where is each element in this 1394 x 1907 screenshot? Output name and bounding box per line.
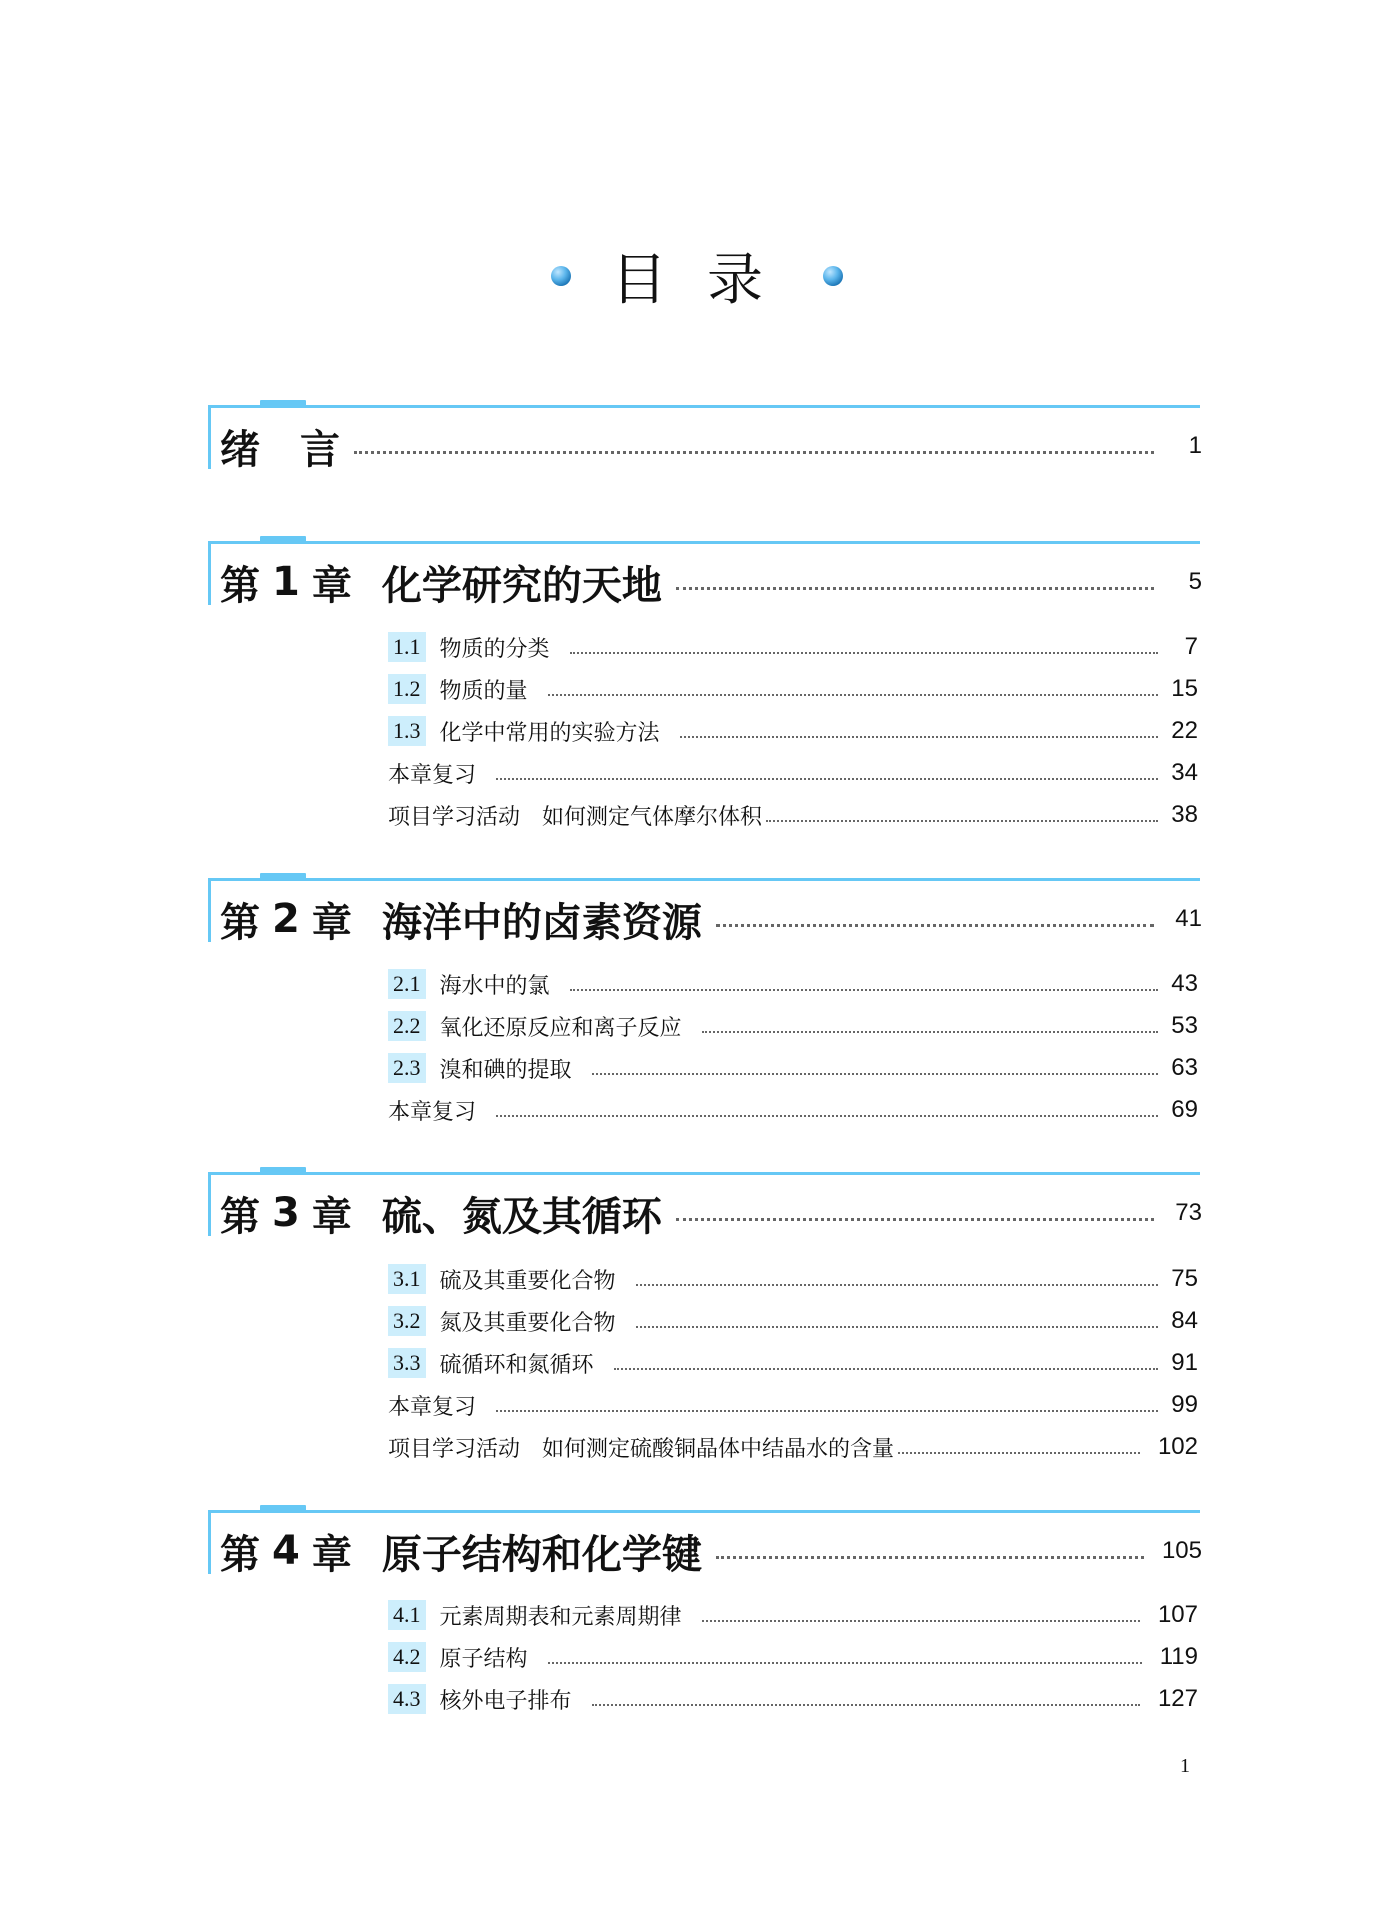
divider-tab [260, 536, 306, 543]
section-title: 本章复习 [388, 762, 477, 788]
page-number: 38 [1171, 801, 1198, 828]
section-number: 3.1 [388, 1264, 426, 1294]
blue-sphere-icon [823, 266, 843, 286]
divider [208, 541, 1200, 544]
toc-section[interactable] [388, 1051, 1198, 1085]
intro-label: 绪 言 [220, 426, 340, 473]
section-number: 1.2 [388, 674, 426, 704]
page-number: 127 [1157, 1685, 1198, 1712]
chapter-suffix: 章 [311, 1531, 352, 1578]
divider [208, 541, 211, 605]
divider [208, 1172, 1200, 1175]
toc-section[interactable] [388, 630, 1198, 664]
chapter-prefix: 第 [220, 562, 260, 609]
divider [208, 1510, 1200, 1513]
page-number: 102 [1157, 1433, 1198, 1460]
page-number: 73 [1175, 1199, 1202, 1226]
toc-section[interactable] [388, 1682, 1198, 1716]
dot-leader [592, 1704, 1140, 1706]
section-number: 1.1 [388, 632, 426, 662]
page-number: 119 [1159, 1643, 1198, 1670]
section-number: 4.3 [388, 1684, 426, 1714]
toc-section[interactable] [388, 1304, 1198, 1338]
toc-section[interactable] [388, 1598, 1198, 1632]
section-title: 物质的量 [439, 678, 528, 704]
divider-tab [260, 1167, 306, 1174]
toc-section[interactable] [388, 1640, 1198, 1674]
divider [208, 405, 211, 469]
toc-section-project[interactable] [388, 1430, 1198, 1464]
page-number: 43 [1171, 970, 1198, 997]
divider-tab [260, 1505, 306, 1512]
page-number: 7 [1184, 633, 1198, 660]
divider-tab [260, 873, 306, 880]
section-title: 物质的分类 [439, 636, 550, 662]
toc-section-review[interactable] [388, 756, 1198, 790]
dot-leader [496, 1115, 1158, 1117]
section-number: 3.3 [388, 1348, 426, 1378]
chapter-number: 1 [272, 559, 300, 605]
toc-section-project[interactable] [388, 798, 1198, 832]
dot-leader [676, 587, 1154, 590]
section-title: 硫循环和氮循环 [439, 1352, 594, 1378]
section-title: 海水中的氯 [439, 973, 550, 999]
toc-section-review[interactable] [388, 1093, 1198, 1127]
section-number: 1.3 [388, 716, 426, 746]
chapter-prefix: 第 [220, 899, 260, 946]
dot-leader [702, 1031, 1158, 1033]
page-number: 99 [1171, 1391, 1198, 1418]
dot-leader [676, 1218, 1154, 1221]
toc-section[interactable] [388, 672, 1198, 706]
dot-leader [548, 694, 1158, 696]
dot-leader [702, 1620, 1140, 1622]
toc-section-review[interactable] [388, 1388, 1198, 1422]
section-number: 3.2 [388, 1306, 426, 1336]
dot-leader [716, 1556, 1144, 1559]
section-title: 溴和碘的提取 [439, 1057, 572, 1083]
chapter-prefix: 第 [220, 1531, 260, 1578]
chapter-title: 化学研究的天地 [381, 562, 662, 609]
section-title: 氮及其重要化合物 [439, 1310, 616, 1336]
section-title: 核外电子排布 [439, 1688, 572, 1714]
divider [208, 1172, 211, 1236]
page-number: 1 [1188, 432, 1202, 459]
page-number: 41 [1175, 905, 1202, 932]
dot-leader [614, 1368, 1158, 1370]
toc-section[interactable] [388, 967, 1198, 1001]
divider [208, 878, 211, 942]
section-title: 原子结构 [439, 1646, 528, 1672]
section-title: 元素周期表和元素周期律 [439, 1604, 682, 1630]
section-title: 项目学习活动 如何测定硫酸铜晶体中结晶水的含量 [388, 1436, 895, 1462]
page-number: 15 [1171, 675, 1198, 702]
dot-leader [496, 778, 1158, 780]
toc-section[interactable] [388, 1346, 1198, 1380]
blue-sphere-icon [551, 266, 571, 286]
page-number: 5 [1188, 568, 1202, 595]
section-title: 氧化还原反应和离子反应 [439, 1015, 682, 1041]
page-number: 107 [1157, 1601, 1198, 1628]
chapter-title: 原子结构和化学键 [381, 1531, 702, 1578]
section-number: 2.2 [388, 1011, 426, 1041]
section-title: 化学中常用的实验方法 [439, 720, 660, 746]
section-number: 2.1 [388, 969, 426, 999]
chapter-title: 海洋中的卤素资源 [381, 899, 702, 946]
dot-leader [680, 736, 1158, 738]
page-number: 34 [1171, 759, 1198, 786]
section-title: 项目学习活动 如何测定气体摩尔体积 [388, 804, 763, 830]
divider [208, 405, 1200, 408]
dot-leader [570, 652, 1158, 654]
page-title: 目录 [611, 248, 803, 313]
page-number: 75 [1171, 1265, 1198, 1292]
section-title: 本章复习 [388, 1394, 477, 1420]
dot-leader [636, 1326, 1158, 1328]
chapter-number: 3 [272, 1190, 300, 1236]
dot-leader [716, 924, 1154, 927]
dot-leader [592, 1073, 1158, 1075]
dot-leader [766, 820, 1158, 822]
chapter-number: 4 [272, 1528, 300, 1574]
dot-leader [496, 1410, 1158, 1412]
section-title: 硫及其重要化合物 [439, 1268, 616, 1294]
section-number: 4.1 [388, 1600, 426, 1630]
chapter-prefix: 第 [220, 1193, 260, 1240]
page-number: 22 [1171, 717, 1198, 744]
toc-section[interactable] [388, 1262, 1198, 1296]
dot-leader [570, 989, 1158, 991]
footer-page-number: 1 [1180, 1755, 1190, 1777]
section-number: 4.2 [388, 1642, 426, 1672]
toc-section[interactable] [388, 714, 1198, 748]
divider [208, 878, 1200, 881]
divider [208, 1510, 211, 1574]
page-number: 53 [1171, 1012, 1198, 1039]
page-number: 105 [1161, 1537, 1202, 1564]
page-number: 63 [1171, 1054, 1198, 1081]
chapter-suffix: 章 [311, 562, 352, 609]
chapter-title: 硫、氮及其循环 [381, 1193, 662, 1240]
dot-leader [354, 451, 1154, 454]
page-number: 69 [1171, 1096, 1198, 1123]
page-title-block [0, 236, 1394, 316]
section-title: 本章复习 [388, 1099, 477, 1125]
dot-leader [548, 1662, 1142, 1664]
dot-leader [898, 1452, 1140, 1454]
divider-tab [260, 400, 306, 407]
chapter-suffix: 章 [311, 899, 352, 946]
dot-leader [636, 1284, 1158, 1286]
chapter-suffix: 章 [311, 1193, 352, 1240]
page-number: 84 [1171, 1307, 1198, 1334]
toc-section[interactable] [388, 1009, 1198, 1043]
page-number: 91 [1171, 1349, 1198, 1376]
section-number: 2.3 [388, 1053, 426, 1083]
chapter-number: 2 [272, 896, 300, 942]
